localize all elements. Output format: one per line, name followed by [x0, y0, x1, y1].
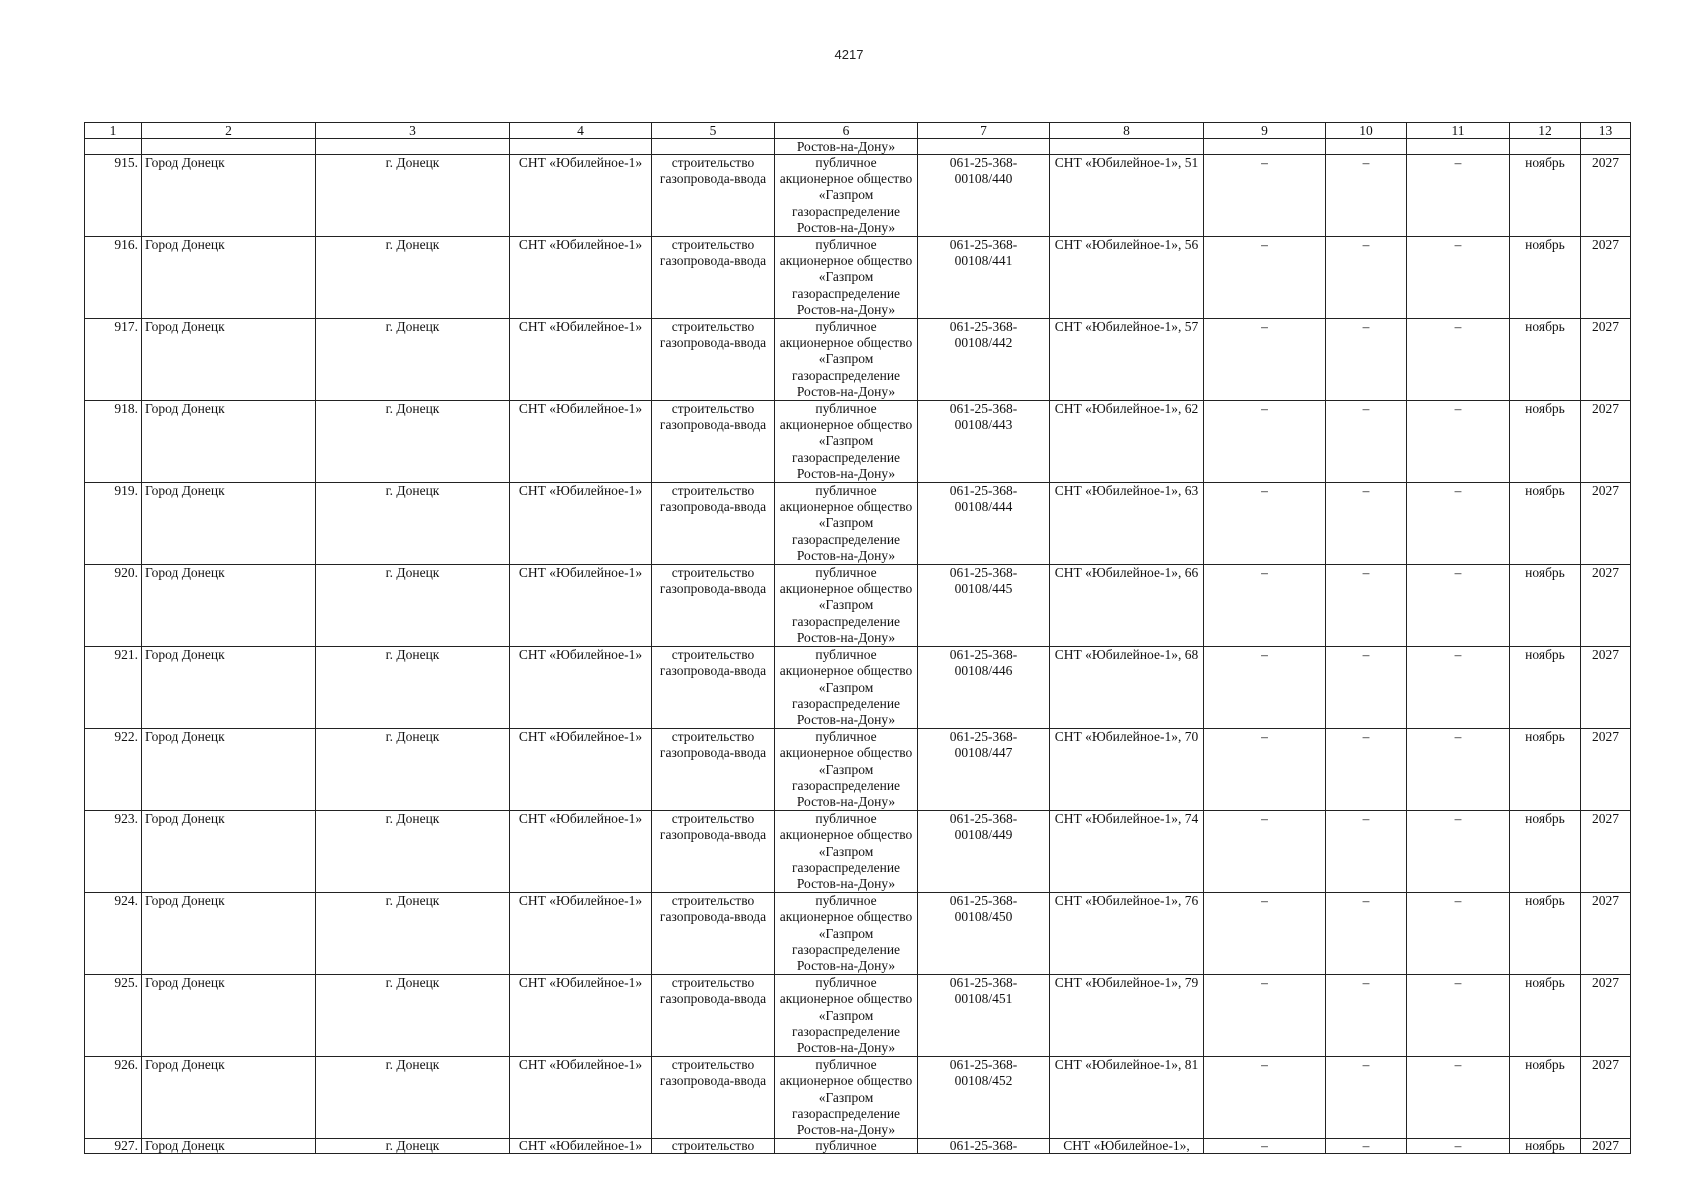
registry-code: 061-25-368-00108/443	[918, 401, 1050, 483]
column-9-value: –	[1204, 729, 1326, 811]
locality: г. Донецк	[316, 647, 510, 729]
address: СНТ «Юбилейное-1»	[510, 647, 652, 729]
column-number: 13	[1581, 123, 1631, 139]
column-9-value: –	[1204, 401, 1326, 483]
column-11-value: –	[1407, 893, 1510, 975]
column-number: 5	[652, 123, 775, 139]
work-type: строительство газопровода-ввода	[652, 319, 775, 401]
organization: публичное акционерное общество «Газпром газораспределение Ростов-на-Дону»	[775, 237, 918, 319]
address: СНТ «Юбилейное-1»	[510, 1139, 652, 1154]
column-number: 12	[1510, 123, 1581, 139]
continuation-row	[85, 139, 1631, 155]
year: 2027	[1581, 565, 1631, 647]
month: ноябрь	[1510, 1057, 1581, 1139]
column-number: 1	[85, 123, 142, 139]
organization: публичное акционерное общество «Газпром газораспределение Ростов-на-Дону»	[775, 565, 918, 647]
year: 2027	[1581, 975, 1631, 1057]
column-9-value: –	[1204, 811, 1326, 893]
municipality: Город Донецк	[142, 811, 316, 893]
municipality: Город Донецк	[142, 237, 316, 319]
registry-code: 061-25-368-00108/440	[918, 155, 1050, 237]
month: ноябрь	[1510, 1139, 1581, 1154]
year: 2027	[1581, 647, 1631, 729]
column-10-value: –	[1326, 237, 1407, 319]
row-number: 915.	[85, 155, 142, 237]
column-11-value: –	[1407, 1057, 1510, 1139]
column-9-value: –	[1204, 647, 1326, 729]
month: ноябрь	[1510, 401, 1581, 483]
column-10-value: –	[1326, 729, 1407, 811]
column-11-value: –	[1407, 565, 1510, 647]
column-10-value: –	[1326, 893, 1407, 975]
municipality: Город Донецк	[142, 729, 316, 811]
work-type: строительство газопровода-ввода	[652, 647, 775, 729]
object-address: СНТ «Юбилейное-1», 63	[1050, 483, 1204, 565]
month: ноябрь	[1510, 893, 1581, 975]
organization: публичное акционерное общество «Газпром газораспределение Ростов-на-Дону»	[775, 893, 918, 975]
column-9-value: –	[1204, 237, 1326, 319]
registry-code: 061-25-368-00108/449	[918, 811, 1050, 893]
row-number: 918.	[85, 401, 142, 483]
organization: публичное акционерное общество «Газпром газораспределение Ростов-на-Дону»	[775, 811, 918, 893]
column-9-value: –	[1204, 155, 1326, 237]
table-row	[85, 401, 1631, 483]
column-11-value: –	[1407, 811, 1510, 893]
object-address: СНТ «Юбилейное-1», 76	[1050, 893, 1204, 975]
address: СНТ «Юбилейное-1»	[510, 319, 652, 401]
municipality: Город Донецк	[142, 975, 316, 1057]
municipality: Город Донецк	[142, 1057, 316, 1139]
column-10-value: –	[1326, 565, 1407, 647]
column-9-value: –	[1204, 319, 1326, 401]
year: 2027	[1581, 237, 1631, 319]
table-row	[85, 893, 1631, 975]
year: 2027	[1581, 483, 1631, 565]
object-address: СНТ «Юбилейное-1», 74	[1050, 811, 1204, 893]
object-address: СНТ «Юбилейное-1», 81	[1050, 1057, 1204, 1139]
column-11-value: –	[1407, 401, 1510, 483]
organization: публичное акционерное общество «Газпром газораспределение Ростов-на-Дону»	[775, 729, 918, 811]
column-number-row	[85, 123, 1631, 139]
year: 2027	[1581, 401, 1631, 483]
table-row	[85, 237, 1631, 319]
registry-code: 061-25-368-00108/451	[918, 975, 1050, 1057]
column-9-value: –	[1204, 1057, 1326, 1139]
table-row	[85, 1057, 1631, 1139]
column-11-value: –	[1407, 1139, 1510, 1154]
table-row	[85, 729, 1631, 811]
continuation-text: Ростов-на-Дону»	[775, 139, 918, 155]
table-row	[85, 647, 1631, 729]
address: СНТ «Юбилейное-1»	[510, 565, 652, 647]
municipality: Город Донецк	[142, 565, 316, 647]
object-address: СНТ «Юбилейное-1», 51	[1050, 155, 1204, 237]
column-11-value: –	[1407, 647, 1510, 729]
year: 2027	[1581, 319, 1631, 401]
year: 2027	[1581, 1139, 1631, 1154]
registry-code: 061-25-368-00108/445	[918, 565, 1050, 647]
registry-code: 061-25-368-00108/450	[918, 893, 1050, 975]
column-11-value: –	[1407, 237, 1510, 319]
column-10-value: –	[1326, 1139, 1407, 1154]
object-address: СНТ «Юбилейное-1», 70	[1050, 729, 1204, 811]
work-type: строительство газопровода-ввода	[652, 483, 775, 565]
object-address: СНТ «Юбилейное-1», 79	[1050, 975, 1204, 1057]
column-9-value: –	[1204, 893, 1326, 975]
column-number: 3	[316, 123, 510, 139]
column-11-value: –	[1407, 483, 1510, 565]
month: ноябрь	[1510, 483, 1581, 565]
locality: г. Донецк	[316, 237, 510, 319]
locality: г. Донецк	[316, 811, 510, 893]
registry-code: 061-25-368-00108/442	[918, 319, 1050, 401]
column-9-value: –	[1204, 1139, 1326, 1154]
row-number: 923.	[85, 811, 142, 893]
locality: г. Донецк	[316, 975, 510, 1057]
month: ноябрь	[1510, 565, 1581, 647]
column-10-value: –	[1326, 483, 1407, 565]
row-number: 926.	[85, 1057, 142, 1139]
work-type: строительство газопровода-ввода	[652, 811, 775, 893]
table-body	[85, 123, 1631, 1154]
column-10-value: –	[1326, 401, 1407, 483]
month: ноябрь	[1510, 155, 1581, 237]
column-10-value: –	[1326, 155, 1407, 237]
municipality: Город Донецк	[142, 893, 316, 975]
object-address: СНТ «Юбилейное-1», 62	[1050, 401, 1204, 483]
table-row	[85, 155, 1631, 237]
organization: публичное акционерное общество «Газпром газораспределение Ростов-на-Дону»	[775, 155, 918, 237]
column-number: 4	[510, 123, 652, 139]
column-9-value: –	[1204, 975, 1326, 1057]
registry-code: 061-25-368-00108/447	[918, 729, 1050, 811]
object-address: СНТ «Юбилейное-1», 57	[1050, 319, 1204, 401]
column-number: 10	[1326, 123, 1407, 139]
work-type: строительство газопровода-ввода	[652, 565, 775, 647]
municipality: Город Донецк	[142, 1139, 316, 1154]
address: СНТ «Юбилейное-1»	[510, 1057, 652, 1139]
organization: публичное акционерное общество «Газпром газораспределение Ростов-на-Дону»	[775, 1057, 918, 1139]
address: СНТ «Юбилейное-1»	[510, 155, 652, 237]
locality: г. Донецк	[316, 729, 510, 811]
locality: г. Донецк	[316, 1057, 510, 1139]
locality: г. Донецк	[316, 1139, 510, 1154]
registry-table	[84, 122, 1631, 1154]
row-number: 927.	[85, 1139, 142, 1154]
year: 2027	[1581, 811, 1631, 893]
object-address: СНТ «Юбилейное-1», 68	[1050, 647, 1204, 729]
address: СНТ «Юбилейное-1»	[510, 975, 652, 1057]
month: ноябрь	[1510, 237, 1581, 319]
column-10-value: –	[1326, 975, 1407, 1057]
work-type: строительство газопровода-ввода	[652, 1057, 775, 1139]
work-type: строительство газопровода-ввода	[652, 401, 775, 483]
column-10-value: –	[1326, 319, 1407, 401]
object-address: СНТ «Юбилейное-1», 66	[1050, 565, 1204, 647]
column-9-value: –	[1204, 483, 1326, 565]
locality: г. Донецк	[316, 893, 510, 975]
column-11-value: –	[1407, 729, 1510, 811]
column-11-value: –	[1407, 319, 1510, 401]
locality: г. Донецк	[316, 319, 510, 401]
organization: публичное акционерное общество «Газпром газораспределение Ростов-на-Дону»	[775, 975, 918, 1057]
municipality: Город Донецк	[142, 155, 316, 237]
work-type: строительство газопровода-ввода	[652, 975, 775, 1057]
row-number: 920.	[85, 565, 142, 647]
column-9-value: –	[1204, 565, 1326, 647]
month: ноябрь	[1510, 647, 1581, 729]
address: СНТ «Юбилейное-1»	[510, 811, 652, 893]
row-number: 917.	[85, 319, 142, 401]
column-number: 2	[142, 123, 316, 139]
municipality: Город Донецк	[142, 647, 316, 729]
table-row	[85, 565, 1631, 647]
month: ноябрь	[1510, 729, 1581, 811]
registry-code: 061-25-368-00108/452	[918, 1057, 1050, 1139]
organization: публичное акционерное общество «Газпром газораспределение Ростов-на-Дону»	[775, 483, 918, 565]
address: СНТ «Юбилейное-1»	[510, 483, 652, 565]
organization: публичное	[775, 1139, 918, 1154]
registry-code: 061-25-368-00108/441	[918, 237, 1050, 319]
column-10-value: –	[1326, 647, 1407, 729]
page-number: 4217	[834, 47, 864, 62]
registry-code: 061-25-368-00108/446	[918, 647, 1050, 729]
row-number: 924.	[85, 893, 142, 975]
locality: г. Донецк	[316, 565, 510, 647]
row-number: 916.	[85, 237, 142, 319]
table-row	[85, 811, 1631, 893]
organization: публичное акционерное общество «Газпром газораспределение Ростов-на-Дону»	[775, 319, 918, 401]
object-address: СНТ «Юбилейное-1», 56	[1050, 237, 1204, 319]
work-type: строительство газопровода-ввода	[652, 729, 775, 811]
locality: г. Донецк	[316, 483, 510, 565]
row-number: 919.	[85, 483, 142, 565]
row-number: 922.	[85, 729, 142, 811]
column-number: 7	[918, 123, 1050, 139]
row-number: 925.	[85, 975, 142, 1057]
column-10-value: –	[1326, 811, 1407, 893]
locality: г. Донецк	[316, 155, 510, 237]
address: СНТ «Юбилейное-1»	[510, 893, 652, 975]
municipality: Город Донецк	[142, 483, 316, 565]
work-type: строительство газопровода-ввода	[652, 155, 775, 237]
month: ноябрь	[1510, 319, 1581, 401]
registry-code: 061-25-368-	[918, 1139, 1050, 1154]
registry-code: 061-25-368-00108/444	[918, 483, 1050, 565]
column-number: 9	[1204, 123, 1326, 139]
work-type: строительство газопровода-ввода	[652, 237, 775, 319]
month: ноябрь	[1510, 975, 1581, 1057]
column-number: 11	[1407, 123, 1510, 139]
organization: публичное акционерное общество «Газпром газораспределение Ростов-на-Дону»	[775, 647, 918, 729]
work-type: строительство газопровода-ввода	[652, 893, 775, 975]
month: ноябрь	[1510, 811, 1581, 893]
address: СНТ «Юбилейное-1»	[510, 237, 652, 319]
table-row	[85, 1139, 1631, 1154]
object-address: СНТ «Юбилейное-1»,	[1050, 1139, 1204, 1154]
column-11-value: –	[1407, 155, 1510, 237]
municipality: Город Донецк	[142, 319, 316, 401]
column-10-value: –	[1326, 1057, 1407, 1139]
table-row	[85, 483, 1631, 565]
year: 2027	[1581, 893, 1631, 975]
column-number: 8	[1050, 123, 1204, 139]
address: СНТ «Юбилейное-1»	[510, 729, 652, 811]
municipality: Город Донецк	[142, 401, 316, 483]
locality: г. Донецк	[316, 401, 510, 483]
year: 2027	[1581, 1057, 1631, 1139]
organization: публичное акционерное общество «Газпром газораспределение Ростов-на-Дону»	[775, 401, 918, 483]
table-row	[85, 975, 1631, 1057]
year: 2027	[1581, 729, 1631, 811]
row-number: 921.	[85, 647, 142, 729]
column-11-value: –	[1407, 975, 1510, 1057]
work-type: строительство	[652, 1139, 775, 1154]
column-number: 6	[775, 123, 918, 139]
year: 2027	[1581, 155, 1631, 237]
address: СНТ «Юбилейное-1»	[510, 401, 652, 483]
table-row	[85, 319, 1631, 401]
